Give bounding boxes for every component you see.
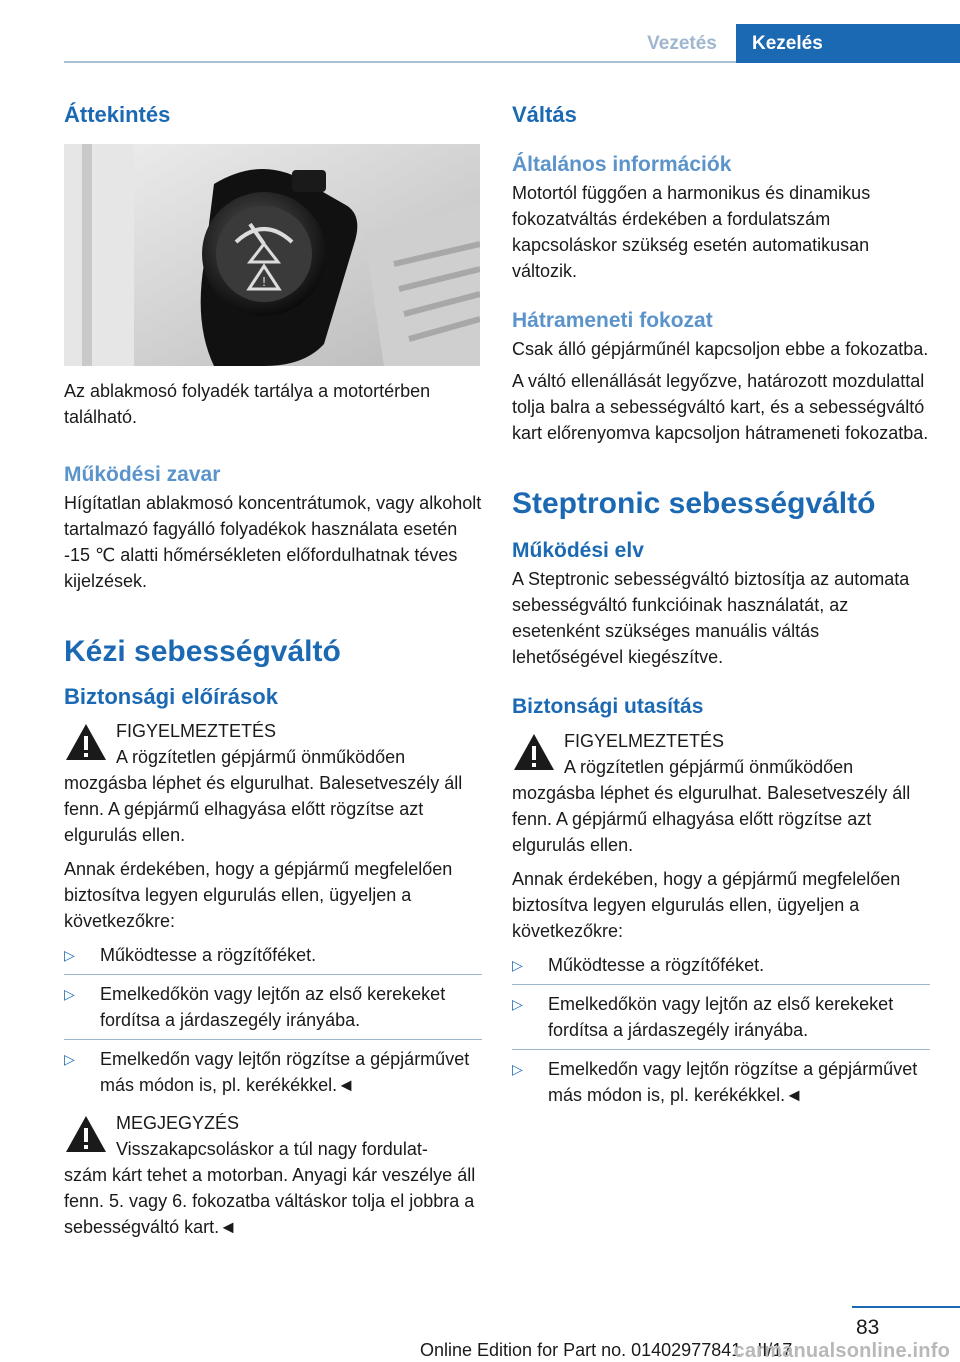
warning-triangle-icon xyxy=(512,732,556,772)
safety-instruction-heading: Biztonsági utasítás xyxy=(512,695,704,718)
triangle-bullet-icon: ▷ xyxy=(64,1051,75,1067)
tab-kezeles[interactable]: Kezelés xyxy=(736,24,960,63)
malfunction-text: Hígítatlan ablakmosó koncentrátumok, vagy alkoholt tartalmazó fagyálló folyadékok használata esetén -15 ℃ alatti hőmérsékleten előfordulhatnak téves kijelzések. xyxy=(64,493,482,591)
triangle-bullet-icon: ▷ xyxy=(64,986,75,1002)
triangle-bullet-icon: ▷ xyxy=(512,996,523,1012)
warning-block xyxy=(512,728,930,780)
general-info-heading: Általános információk xyxy=(512,153,732,176)
list-item: ▷ Emelkedőkön vagy lejtőn az első kerekeket fordítsa a járdaszegély irányába. xyxy=(64,981,482,1033)
warning-text: mozgásba léphet és elgurulhat. Balesetveszély áll fenn. A gépjármű elhagyása előtt rögzítse azt elgurulás ellen. xyxy=(512,783,911,855)
reverse-gear-text-2: A váltó ellenállását legyőzve, határozott mozdulattal tolja balra a sebességváltó kart, és a sebességváltó kart előrenyomva kapcsoljon hátrameneti fokozatba. xyxy=(512,371,929,443)
note-block xyxy=(64,1110,482,1162)
triangle-bullet-icon: ▷ xyxy=(512,957,523,973)
warning-triangle-icon xyxy=(64,1114,108,1154)
edition-footer: Online Edition for Part no. 01402977841 - II/17 xyxy=(420,1340,793,1360)
safety-heading: Biztonsági előírások xyxy=(64,684,278,709)
triangle-bullet-icon: ▷ xyxy=(512,1061,523,1077)
ensure-text: Annak érdekében, hogy a gépjármű megfelelően biztosítva legyen elgurulás ellen, ügyeljen a következőkre: xyxy=(64,859,453,931)
overview-heading: Áttekintés xyxy=(64,102,171,127)
header-divider xyxy=(64,61,736,63)
watermark: carmanualsonline.info xyxy=(733,1340,950,1362)
general-info-text: Motortól függően a harmonikus és dinamikus fokozatváltás érdekében a fordulatszám kapcsoláskor szükség esetén automatikusan változik. xyxy=(512,183,871,281)
list-divider xyxy=(64,1039,482,1040)
shifting-heading: Váltás xyxy=(512,102,577,127)
warning-text: mozgásba léphet és elgurulhat. Balesetveszély áll fenn. A gépjármű elhagyása előtt rögzítse azt elgurulás ellen. xyxy=(64,773,463,845)
note-title: MEGJEGYZÉS xyxy=(116,1113,240,1133)
list-divider xyxy=(512,1049,930,1050)
malfunction-heading: Működési zavar xyxy=(64,463,221,486)
warning-first-line: A rögzítetlen gépjármű önműködően xyxy=(116,747,406,767)
note-first-line: Visszakapcsoláskor a túl nagy fordulat- xyxy=(116,1139,428,1159)
page-number-rule xyxy=(852,1306,960,1308)
page-number: 83 xyxy=(856,1316,880,1339)
list-item: ▷ Emelkedőkön vagy lejtőn az első kerekeket fordítsa a járdaszegély irányába. xyxy=(512,991,930,1043)
reverse-gear-heading: Hátrameneti fokozat xyxy=(512,309,713,332)
washer-cap-photo xyxy=(64,144,480,366)
svg-text:!: ! xyxy=(261,275,267,289)
list-item: ▷ Emelkedőn vagy lejtőn rögzítse a gépjárművet más módon is, pl. kerékékkel.◄ xyxy=(512,1056,930,1108)
list-divider xyxy=(64,974,482,975)
washer-reservoir-figure xyxy=(64,144,480,366)
warning-triangle-icon xyxy=(64,722,108,762)
note-text: szám kárt tehet a motorban. Anyagi kár veszélye áll fenn. 5. vagy 6. fokozatba váltáskor tolja el jobbra a sebességváltó kart.◄ xyxy=(64,1165,476,1237)
tab-vezetes[interactable]: Vezetés xyxy=(628,24,736,63)
right-column xyxy=(512,100,930,1108)
principle-text: A Steptronic sebességváltó biztosítja az automata sebességváltó funkcióinak használatát, az esetenként szükséges manuális váltás lehetőségével kiegészítve. xyxy=(512,569,910,667)
ensure-text: Annak érdekében, hogy a gépjármű megfelelően biztosítva legyen elgurulás ellen, ügyeljen a következőkre: xyxy=(512,869,901,941)
warning-block xyxy=(64,718,482,770)
steptronic-heading: Steptronic sebességváltó xyxy=(512,487,876,520)
warning-title: FIGYELMEZTETÉS xyxy=(564,731,725,751)
manual-gearbox-heading: Kézi sebességváltó xyxy=(64,635,341,668)
principle-heading: Működési elv xyxy=(512,539,644,562)
list-item: ▷ Működtesse a rögzítőféket. xyxy=(64,942,482,968)
list-item: ▷ Működtesse a rögzítőféket. xyxy=(512,952,930,978)
list-item: ▷ Emelkedőn vagy lejtőn rögzítse a gépjárművet más módon is, pl. kerékékkel.◄ xyxy=(64,1046,482,1098)
triangle-bullet-icon: ▷ xyxy=(64,947,75,963)
precaution-list xyxy=(64,942,482,1098)
warning-first-line: A rögzítetlen gépjármű önműködően xyxy=(564,757,854,777)
reverse-gear-text-1: Csak álló gépjárműnél kapcsoljon ebbe a fokozatba. xyxy=(512,339,929,359)
list-divider xyxy=(512,984,930,985)
left-column xyxy=(64,100,482,1240)
warning-title: FIGYELMEZTETÉS xyxy=(116,721,277,741)
precaution-list xyxy=(512,952,930,1108)
figure-caption: Az ablakmosó folyadék tartálya a motortérben található. xyxy=(64,381,431,427)
